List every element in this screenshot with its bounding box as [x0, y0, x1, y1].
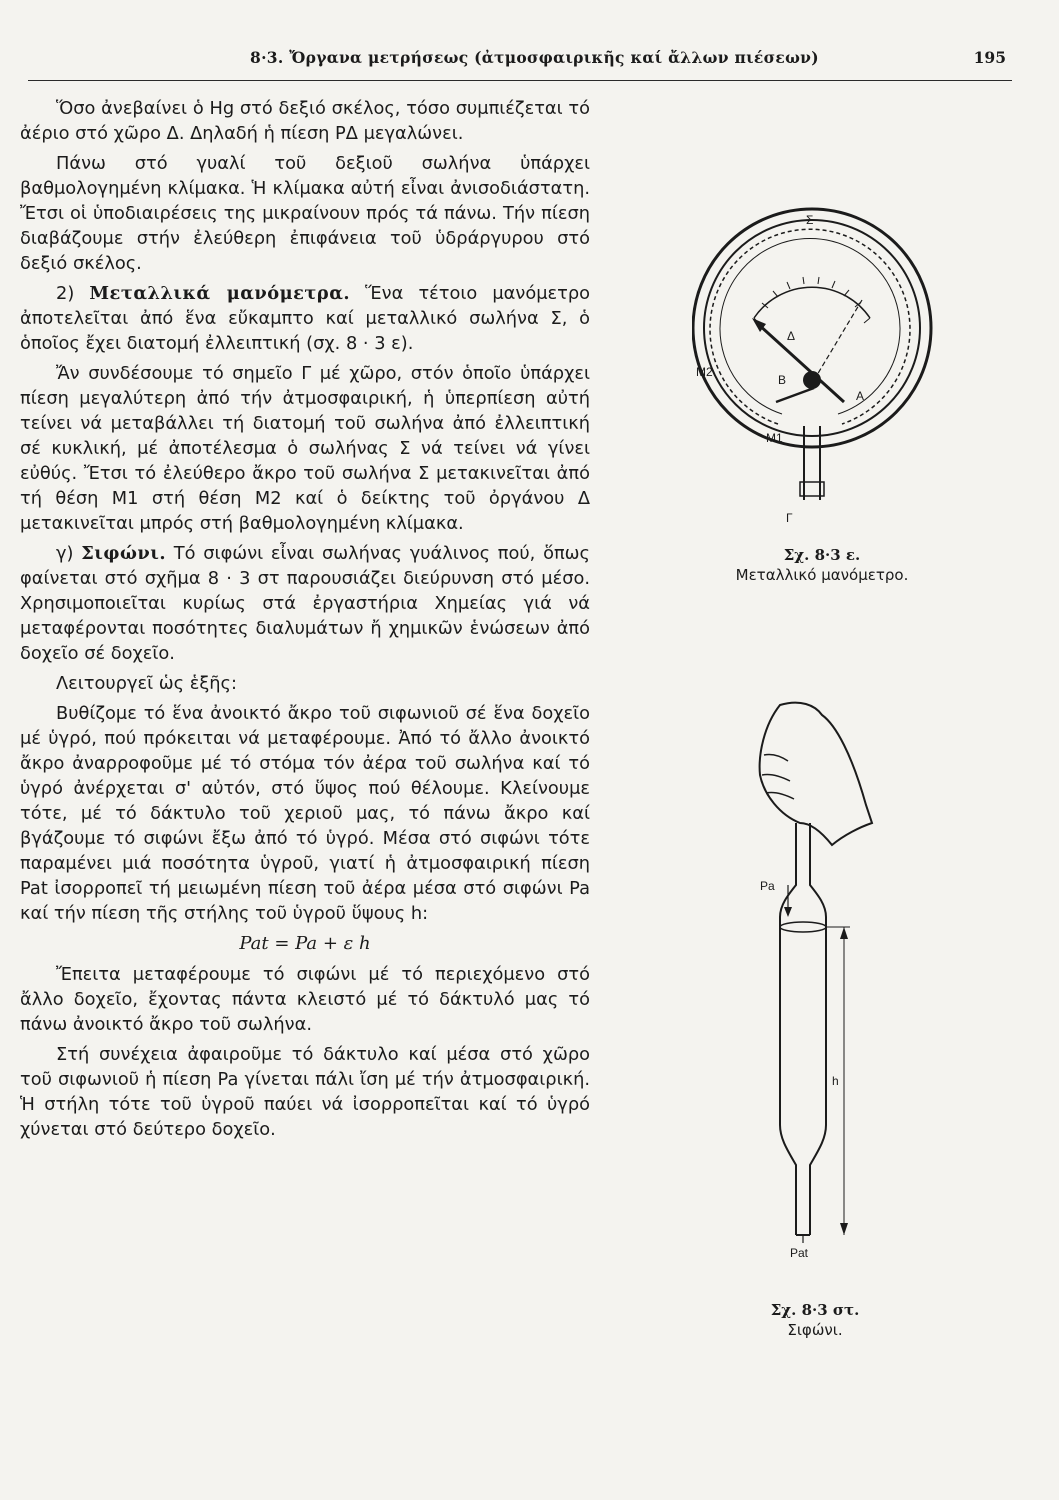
dial-scale-arc: [754, 287, 870, 318]
caption-label: Σχ. 8·3 ε.: [783, 546, 861, 564]
paragraph-scale: Πάνω στό γυαλί τοῦ δεξιοῦ σωλήνα ὑπάρχει βαθμολογημένη κλίμακα. Ἡ κλίμακα αὐτή εἶναι ἀνισοδιάστατη. Ἔτσι οἱ ὑποδιαιρέσεις της μικραίνουν πρός τά πάνω. Τήν πίεση διαβάζουμε στήν ἐλεύθερη ἐπιφάνεια τοῦ ὑδράργυρου στό δεξιό σκέλος.: [20, 153, 590, 274]
pressure-formula: Pat = Pa + ε h: [239, 933, 371, 954]
siphon-caption: [740, 1300, 890, 1340]
term-metal-manometers: Μεταλλικά μανόμετρα.: [89, 283, 351, 304]
paragraph-text: Ἕνα τέτοιο μανόμετρο ἀποτελεῖται ἀπό ἕνα εὔκαμπτο καί μεταλλικό σωλήνα Σ, ὁ ὁποῖος ἔχει διατομή ἐλλειπτική (σχ. 8 · 3 ε).: [20, 283, 590, 354]
label-b: B: [778, 373, 787, 387]
pivot-hub: [803, 371, 821, 389]
finger-lines: [762, 754, 794, 799]
running-header: [28, 46, 1012, 81]
label-sigma: Σ: [806, 213, 814, 227]
label-pa: Pa: [760, 879, 775, 893]
gauge-inner-ring: [704, 220, 920, 436]
item-number: γ): [56, 543, 82, 564]
gauge-outer-ring: [693, 209, 931, 447]
siphon-tube: [780, 823, 826, 1235]
paragraph-operation: Λειτουργεῖ ὡς ἑξῆς:: [56, 673, 237, 694]
caption-text: Μεταλλικό μανόμετρο.: [735, 566, 909, 584]
h-arrow-bottom: [840, 1223, 848, 1235]
pointer-needle: [758, 324, 844, 402]
liquid-meniscus: [780, 922, 826, 932]
label-gamma: Γ: [786, 511, 793, 525]
term-siphon: Σιφώνι.: [81, 543, 167, 564]
paragraph-release: Στή συνέχεια ἀφαιροῦμε τό δάκτυλο καί μέσα στό χῶρο τοῦ σιφωνιοῦ ἡ πίεση Pa γίνεται πάλι ἴση μέ τήν ἀτμοσφαιρική. Ἡ στήλη τότε τοῦ ὑγροῦ παύει νά ἰσορροπεῖται καί τό ὑγρό χύνεται στό δεύτερο δοχεῖο.: [20, 1044, 590, 1140]
paragraph-mercury: Ὅσο ἀνεβαίνει ὁ Hg στό δεξιό σκέλος, τόσο συμπιέζεται τό ἀέριο στό χῶρο Δ. Δηλαδή ἡ πίεση PΔ μεγαλώνει.: [20, 98, 590, 144]
paragraph-overpressure: Ἄν συνδέσουμε τό σημεῖο Γ μέ χῶρο, στόν ὁποῖο ὑπάρχει πίεση μεγαλύτερη ἀπό τήν ἀτμοσφαιρική, ἡ ὑπερπίεση αὐτή τείνει νά μεταβάλλει τή διατομή τοῦ σωλήνα ἀπό ἐλλειπτική σέ κυκλική, μέ ἀποτέλεσμα ὁ σωλήνας Σ νά τείνει νά γίνει εὐθύς. Ἔτσι τό ἐλεύθερο ἄκρο τοῦ σωλήνα Σ μετακινεῖται ἀπό τή θέση M1 στή θέση M2 καί ὁ δείκτης τοῦ ὀργάνου Δ μετακινεῖται μπρός στή βαθμολογημένη κλίμακα.: [20, 363, 590, 534]
bourdon-tube: [710, 229, 910, 424]
siphon-figure: [740, 695, 880, 1295]
label-pat: Pat: [790, 1246, 809, 1260]
paragraph-metal-manometer: [20, 281, 590, 356]
h-arrow-top: [840, 927, 848, 939]
caption-label: Σχ. 8·3 στ.: [770, 1301, 860, 1319]
label-m2: M2: [696, 365, 713, 379]
manometer-caption: [692, 545, 952, 585]
running-title: 8·3. Ὄργανα μετρήσεως (ἀτμοσφαιρικῆς καί ἄλλων πιέσεων): [250, 48, 819, 67]
label-h: h: [832, 1074, 839, 1088]
paragraph-transfer: Ἔπειτα μεταφέρουμε τό σιφώνι μέ τό περιεχόμενο στό ἄλλο δοχεῖο, ἔχοντας πάντα κλειστό μέ τό δάκτυλό μας τό πάνω ἀνοικτό ἄκρο τοῦ σωλήνα.: [20, 964, 590, 1035]
label-a: A: [856, 389, 865, 403]
label-m1: M1: [766, 431, 783, 445]
item-number: 2): [56, 283, 90, 304]
manometer-figure: [692, 200, 937, 530]
hand-outline: [760, 703, 872, 845]
linkage-rod: [776, 388, 814, 402]
label-delta: Δ: [787, 329, 796, 343]
pointer-needle-dashed: [814, 300, 862, 380]
pa-arrow-head: [784, 907, 792, 917]
page-number: 195: [973, 48, 1006, 67]
paragraph-siphon: [20, 541, 590, 666]
main-text-column: [20, 96, 590, 1147]
paragraph-procedure: Βυθίζομε τό ἕνα ἀνοικτό ἄκρο τοῦ σιφωνιοῦ σέ ἕνα δοχεῖο μέ ὑγρό, πού πρόκειται νά μεταφέρουμε. Ἀπό τό ἄλλο ἀνοικτό ἄκρο ἀναρροφοῦμε μέ τό στόμα τόν ἀέρα τοῦ σωλήνα καί τό ὑγρό ἀνέρχεται σ' αὐτόν, στό ὕψος πού θέλουμε. Κλείνουμε τότε, μέ τό δάκτυλο τοῦ χεριοῦ μας, τό πάνω ἄκρο καί βγάζουμε τό σιφώνι ἔξω ἀπό τό ὑγρό. Μέσα στό σιφώνι τότε παραμένει μιά ποσότητα ὑγροῦ, γιατί ἡ ἀτμοσφαιρική πίεση Pat ἰσορροπεῖ τή μειωμένη πίεση τοῦ ἀέρα μέσα στό σιφώνι Pa καί τήν πίεση τῆς στήλης τοῦ ὑγροῦ ὕψους h:: [20, 703, 590, 924]
caption-text: Σιφώνι.: [787, 1321, 843, 1339]
paragraph-text: Τό σιφώνι εἶναι σωλήνας γυάλινος πού, ὅπως φαίνεται στό σχῆμα 8 · 3 στ παρουσιάζει διεύρυνση στό μέσο. Χρησιμοποιεῖται κυρίως στά ἐργαστήρια Χημείας γιά νά μεταφέρονται ποσότητες διαλυμάτων ἤ χημικῶν ἑνώσεων ἀπό δοχεῖο σέ δοχεῖο.: [20, 543, 590, 664]
